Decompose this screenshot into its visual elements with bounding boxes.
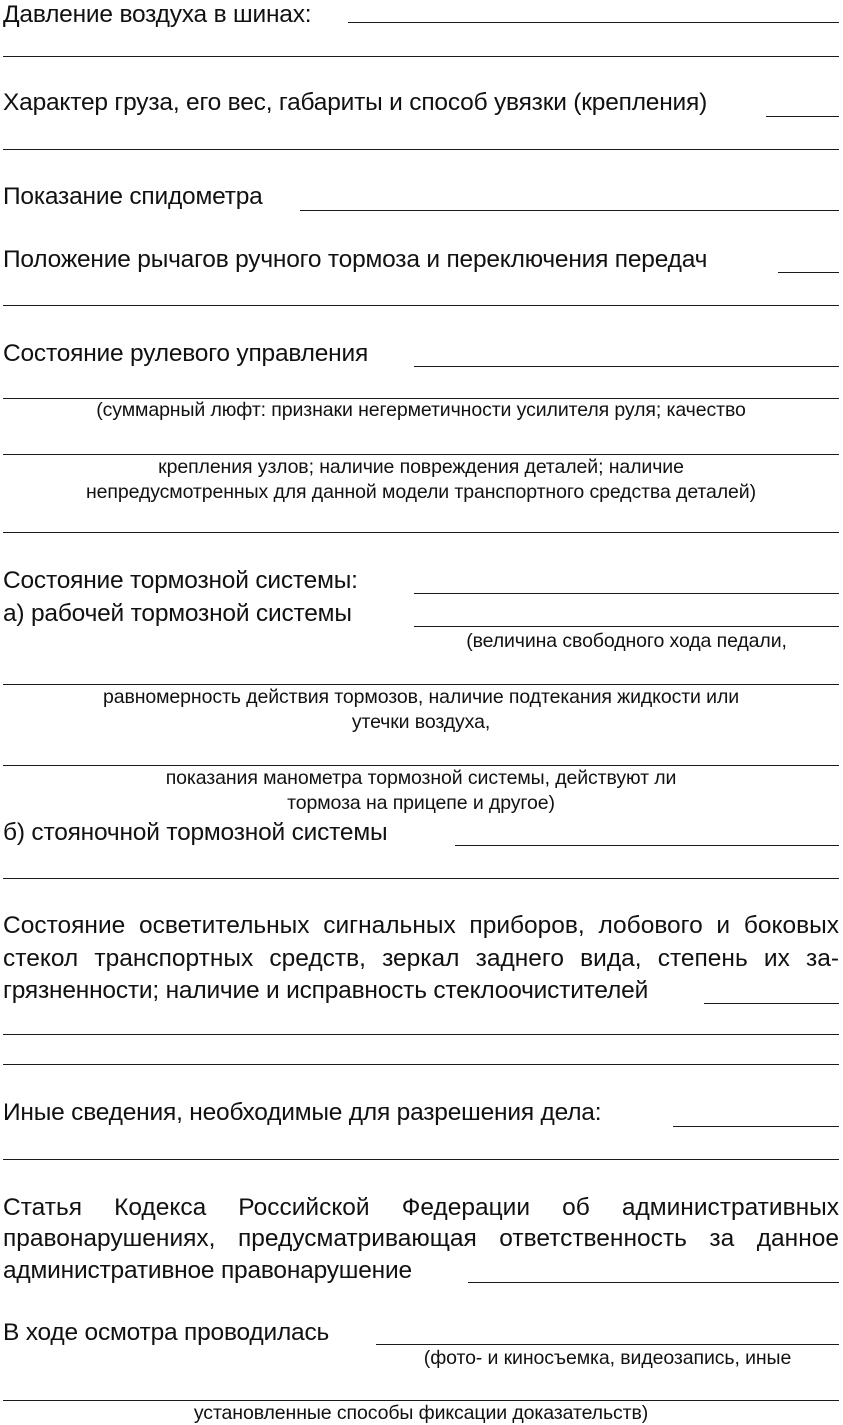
tire-pressure-label: Давление воздуха в шинах:: [3, 1, 312, 28]
brake-hint-2: равномерность действия тормозов, наличие подтекания жидкости или: [102, 686, 740, 708]
levers-field-line-2[interactable]: [3, 305, 839, 306]
other-info-field[interactable]: [673, 1126, 839, 1127]
brake-label: Состояние тормозной системы:: [3, 567, 358, 594]
other-info-label: Иные сведения, необходимые для разрешения дела:: [3, 1099, 602, 1126]
brake-hint-4: показания манометра тормозной системы, действуют ли: [165, 767, 677, 789]
article-line-3: административное правонарушение: [3, 1257, 412, 1284]
tire-pressure-field-line-2[interactable]: [3, 56, 839, 57]
other-info-field-line-2[interactable]: [3, 1159, 839, 1160]
lighting-line-2: стекол транспортных средств, зеркал заднего вида, степень их за-: [3, 945, 839, 972]
parking-brake-label: б) стояночной тормозной системы: [3, 819, 388, 846]
brake-service-field[interactable]: [414, 626, 839, 627]
lighting-line-1: Состояние осветительных сигнальных приборов, лобового и боковых: [3, 912, 839, 939]
levers-label: Положение рычагов ручного тормоза и переключения передач: [3, 246, 708, 273]
brake-service-label: а) рабочей тормозной системы: [3, 600, 352, 627]
tire-pressure-field[interactable]: [348, 22, 839, 23]
recording-field[interactable]: [376, 1344, 839, 1345]
recording-label: В ходе осмотра проводилась: [3, 1319, 330, 1346]
lighting-line-3: грязненности; наличие и исправность стеклоочистителей: [3, 977, 649, 1004]
steering-hint-1: (суммарный люфт: признаки негерметичности усилителя руля; качество: [96, 399, 746, 421]
brake-field[interactable]: [414, 593, 839, 594]
article-line-2: правонарушениях, предусматривающая ответственность за данное: [3, 1225, 839, 1252]
cargo-field[interactable]: [766, 116, 839, 117]
article-field[interactable]: [468, 1282, 839, 1283]
cargo-field-line-2[interactable]: [3, 149, 839, 150]
steering-hint-2: крепления узлов; наличие повреждения деталей; наличие: [158, 456, 684, 478]
brake-hint-1: (величина свободного хода педали,: [466, 630, 787, 652]
steering-field[interactable]: [414, 366, 839, 367]
cargo-label: Характер груза, его вес, габариты и способ увязки (крепления): [3, 89, 708, 116]
recording-hint-1: (фото- и киносъемка, видеозапись, иные: [423, 1347, 792, 1369]
speedometer-field[interactable]: [300, 210, 839, 211]
steering-field-line-4[interactable]: [3, 532, 839, 533]
speedometer-label: Показание спидометра: [3, 183, 263, 210]
article-line-1: Статья Кодекса Российской Федерации об административных: [3, 1194, 839, 1221]
steering-hint-3: непредусмотренных для данной модели транспортного средства деталей): [86, 481, 756, 503]
brake-hint-3: утечки воздуха,: [351, 711, 491, 733]
levers-field[interactable]: [778, 272, 839, 273]
recording-hint-2: установленные способы фиксации доказательств): [193, 1402, 649, 1424]
parking-brake-field-line-2[interactable]: [3, 878, 839, 879]
brake-hint-5: тормоза на прицепе и другое): [287, 792, 555, 814]
lighting-field-line-2[interactable]: [3, 1034, 839, 1035]
lighting-field[interactable]: [704, 1003, 839, 1004]
lighting-field-line-3[interactable]: [3, 1064, 839, 1065]
steering-label: Состояние рулевого управления: [3, 340, 369, 367]
parking-brake-field[interactable]: [455, 845, 839, 846]
